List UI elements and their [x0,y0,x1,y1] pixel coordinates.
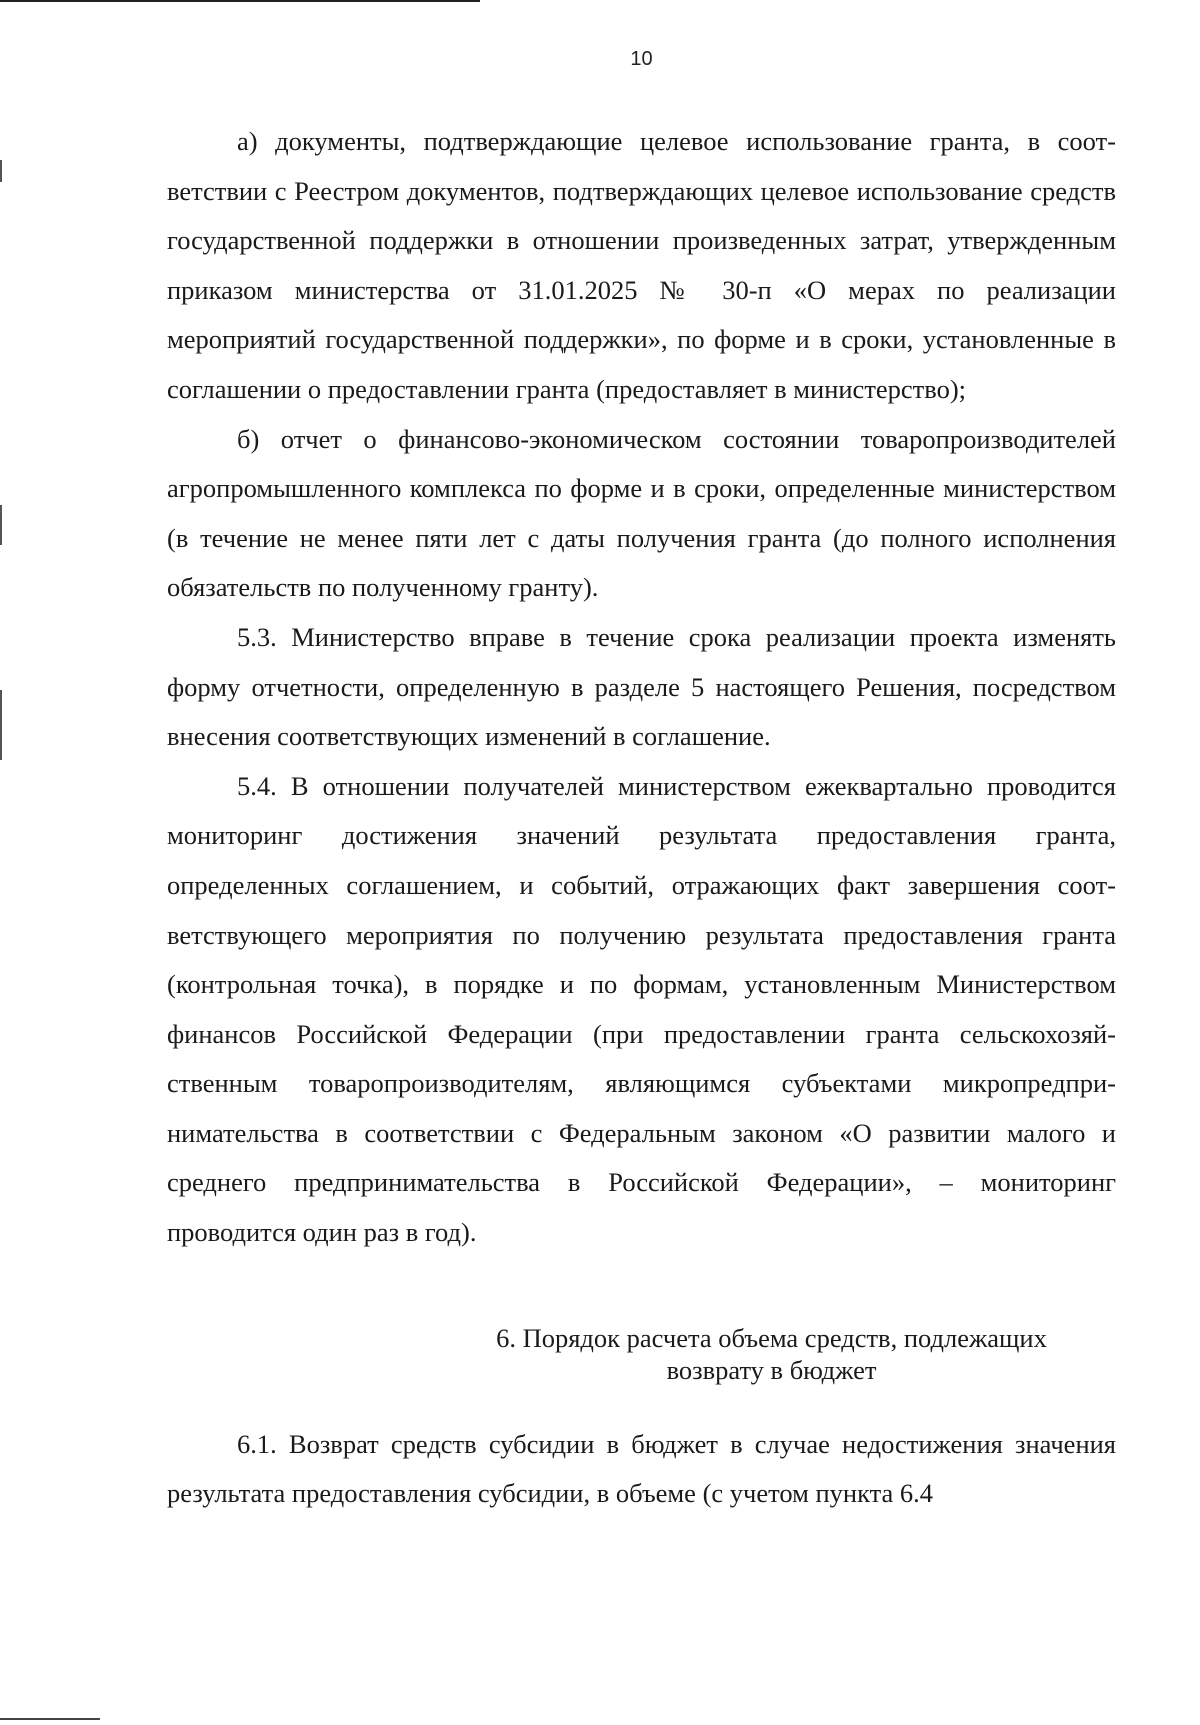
paragraph-6-1: 6.1. Возврат средств субсидии в бюджет в случае недостижения значения результата предоставления субсидии, в объеме (с учетом пункта 6.4 [167,1428,1116,1509]
section-6-heading [167,1322,1116,1386]
section-6-heading-line-2: возврату в бюджет [666,1354,877,1385]
scan-margin-mark [0,160,2,182]
paragraph-a: а) документы, подтверждающие целевое использование гранта, в соответствии с Реестром документов, подтверждающих целевое использование средств государственной поддержки в отношении произведенных затрат, утвержденным приказом министерства от 31.01.2025 № 30-п «О мерах по реализации мероприятий государственной поддержки», по форме и в сроки, установленные в соглашении о предоставлении гранта (предоставляет в министерство); [167,126,1116,404]
scan-margin-mark [0,505,2,545]
document-body [167,117,1116,1519]
scan-edge-bottom [0,1718,100,1720]
paragraph-5-4: 5.4. В отношении получателей министерством ежеквартально проводится мониторинг достижения значений результата предоставления гранта, определенных соглашением, и событий, отражающих факт завершения соответствующего мероприятия по получению результата предоставления гранта (контрольная точка), в порядке и по формам, установленным Министерством финансов Российской Федерации (при предоставлении гранта сельскохозяйственным товаропроизводителям, являющимся субъектами микропредпринимательства в соответствии с Федеральным законом «О развитии малого и среднего предпринимательства в Российской Федерации», – мониторинг проводится один раз в год). [167,770,1116,1248]
page-number: 10 [630,48,653,70]
paragraph-b: б) отчет о финансово-экономическом состоянии товаропроизводителей агропромышленного комплекса по форме и в сроки, определенные министерством (в течение не менее пяти лет с даты получения гранта (до полного исполнения обязательств по полученному гранту). [167,423,1116,603]
paragraph-5-3: 5.3. Министерство вправе в течение срока реализации проекта изменять форму отчетности, определенную в разделе 5 настоящего Решения, посредством внесения соответствующих изменений в соглашение. [167,621,1116,752]
scan-edge-top [0,0,480,2]
scan-margin-mark [0,690,2,760]
section-6-heading-line-1: 6. Порядок расчета объема средств, подлежащих [496,1322,1047,1353]
